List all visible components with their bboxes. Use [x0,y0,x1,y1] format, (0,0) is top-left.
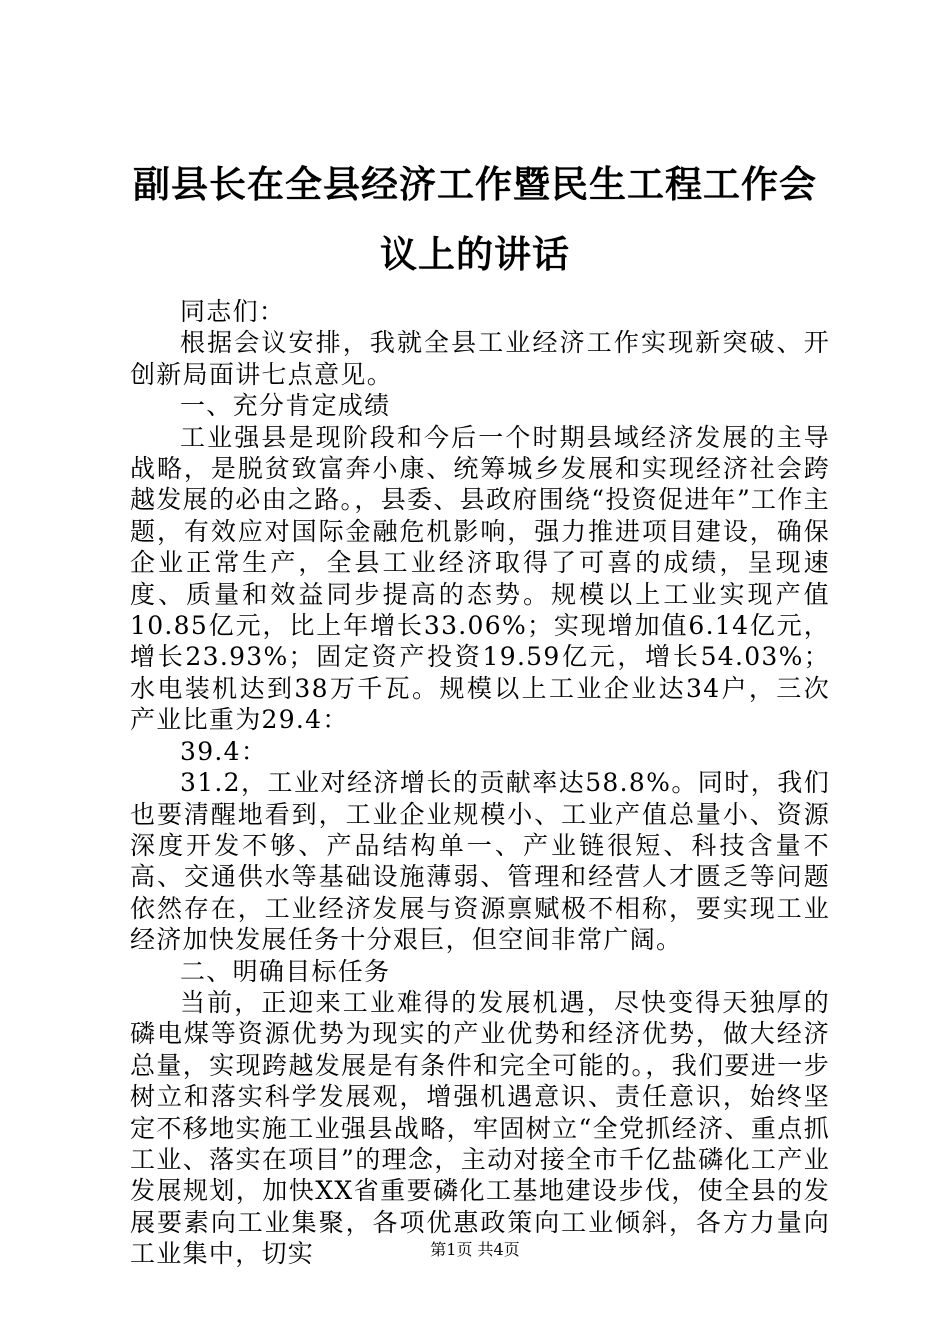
document-body [130,296,830,1270]
paragraph-opportunities: 当前，正迎来工业难得的发展机遇，尽快变得天独厚的磷电煤等资源优势为现实的产业优势和经济优势，做大经济总量，实现跨越发展是有条件和完全可能的。，我们要进一步树立和落实科学发展观，增强机遇意识、责任意识，始终坚定不移地实施工业强县战略，牢固树立“全党抓经济、重点抓工业、落实在项目”的理念，主动对接全市千亿盐磷化工产业发展规划，加快XX省重要磷化工基地建设步伐，使全县的发展要素向工业集聚，各项优惠政策向工业倾斜，各方力量向工业集中，切实 [130,987,830,1269]
paragraph-problems: 31.2，工业对经济增长的贡献率达58.8%。同时，我们也要清醒地看到，工业企业规模小、工业产值总量小、资源深度开发不够、产品结构单一、产业链很短、科技含量不高、交通供水等基础设施薄弱、管理和经营人才匮乏等问题依然存在，工业经济发展与资源禀赋极不相称，要实现工业经济加快发展任务十分艰巨，但空间非常广阔。 [130,768,830,955]
paragraph-salutation: 同志们： [180,297,286,326]
paragraph-intro: 根据会议安排，我就全县工业经济工作实现新突破、开创新局面讲七点意见。 [130,328,830,389]
paragraph-ratio-fragment: 39.4： [180,736,268,766]
document-title: 副县长在全县经济工作暨民生工程工作会议上的讲话 [133,163,817,276]
page-footer: 第1页 共4页 [430,1240,520,1259]
paragraph-achievements: 工业强县是现阶段和今后一个时期县域经济发展的主导战略，是脱贫致富奔小康、统筹城乡发展和实现经济社会跨越发展的必由之路。，县委、县政府围绕“投资促进年”工作主题，有效应对国际金融危机影响，强力推进项目建设，确保企业正常生产，全县工业经济取得了可喜的成绩，呈现速度、质量和效益同步提高的态势。规模以上工业实现产值10.85亿元，比上年增长33.06%；实现增加值6.14亿元，增长23.93%；固定资产投资19.59亿元，增长54.03%；水电装机达到38万千瓦。规模以上工业企业达34户，三次产业比重为29.4： [130,422,830,735]
section-heading-2: 二、明确目标任务 [180,956,391,986]
section-heading-1: 一、充分肯定成绩 [180,391,391,421]
